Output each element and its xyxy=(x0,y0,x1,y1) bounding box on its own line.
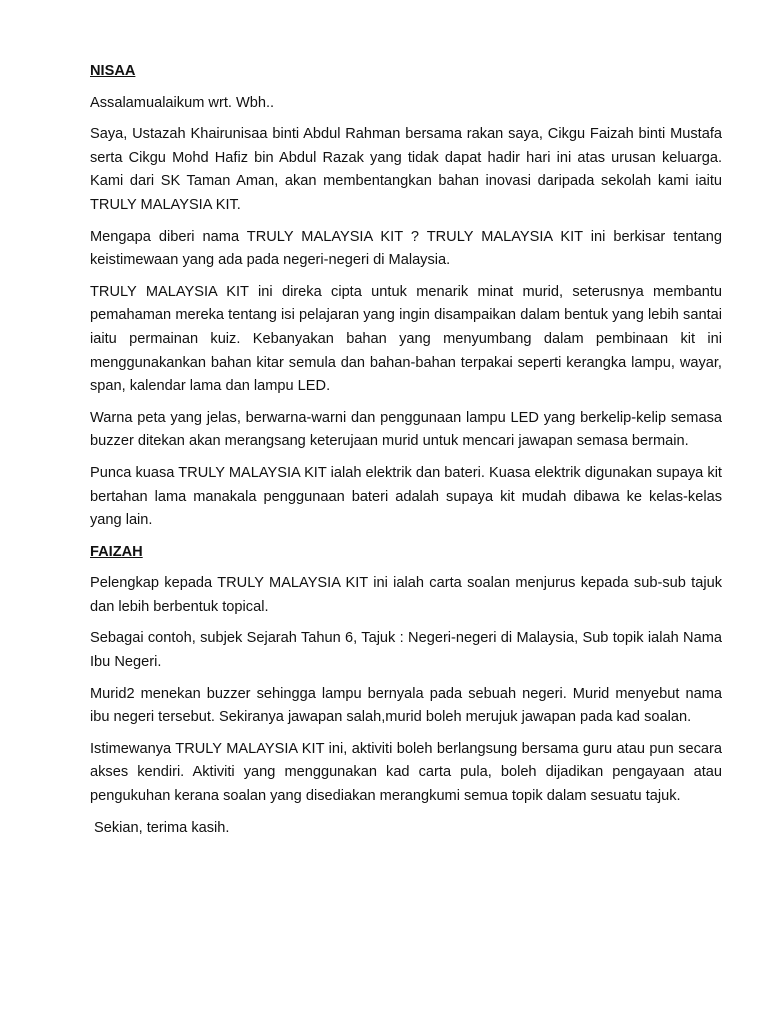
closing-text: Sekian, terima kasih. xyxy=(94,819,230,836)
paragraph-example: Sebagai contoh, subjek Sejarah Tahun 6, Tajuk : Negeri-negeri di Malaysia, Sub topik ialah Nama Ibu Negeri. xyxy=(90,630,722,671)
paragraph-special-features: Istimewanya TRULY MALAYSIA KIT ini, aktiviti boleh berlangsung bersama guru atau pun secara akses kendiri. Aktiviti yang menggunakan kad carta pula, boleh dijadikan pengayaan atau pengukuhan kerana soalan yang disediakan merangkumi semua topik dalam sesuatu tajuk. xyxy=(90,740,722,805)
section-heading-faizah: FAIZAH xyxy=(90,543,143,560)
paragraph-design-purpose: TRULY MALAYSIA KIT ini direka cipta untuk menarik minat murid, seterusnya membantu pemahaman mereka tentang isi pelajaran yang ingin disampaikan dalam bentuk yang lebih santai iaitu permainan kuiz. Kebanyakan bahan yang menyumbang dalam pembinaan kit ini menggunakankan bahan kitar semula dan bahan-bahan terpakai seperti kerangka lampu, wayar, span, kalendar lama dan lampu LED. xyxy=(90,283,722,395)
document-page xyxy=(90,60,722,848)
paragraph-map-colors: Warna peta yang jelas, berwarna-warni dan penggunaan lampu LED yang berkelip-kelip semasa buzzer ditekan akan merangsang keterujaan murid untuk mencari jawapan semasa bermain. xyxy=(90,409,722,450)
paragraph-name-reason: Mengapa diberi nama TRULY MALAYSIA KIT ? TRULY MALAYSIA KIT ini berkisar tentang keistimewaan yang ada pada negeri-negeri di Malaysia. xyxy=(90,228,722,269)
paragraph-power-source: Punca kuasa TRULY MALAYSIA KIT ialah elektrik dan bateri. Kuasa elektrik digunakan supaya kit bertahan lama manakala penggunaan bateri adalah supaya kit mudah dibawa ke kelas-kelas yang lain. xyxy=(90,464,722,529)
paragraph-buzzer-activity: Murid2 menekan buzzer sehingga lampu bernyala pada sebuah negeri. Murid menyebut nama ibu negeri tersebut. Sekiranya jawapan salah,murid boleh merujuk jawapan pada kad soalan. xyxy=(90,685,722,726)
greeting: Assalamualaikum wrt. Wbh.. xyxy=(90,94,275,111)
section-heading-nisaa: NISAA xyxy=(90,63,136,79)
paragraph-question-chart: Pelengkap kepada TRULY MALAYSIA KIT ini ialah carta soalan menjurus kepada sub-sub tajuk dan lebih berbentuk topical. xyxy=(90,575,722,615)
paragraph-introduction: Saya, Ustazah Khairunisaa binti Abdul Rahman bersama rakan saya, Cikgu Faizah binti Mustafa serta Cikgu Mohd Hafiz bin Abdul Razak yang tidak dapat hadir hari ini atas urusan keluarga. Kami dari SK Taman Aman, akan membentangkan bahan inovasi daripada sekolah kami iaitu TRULY MALAYSIA KIT. xyxy=(90,126,722,213)
